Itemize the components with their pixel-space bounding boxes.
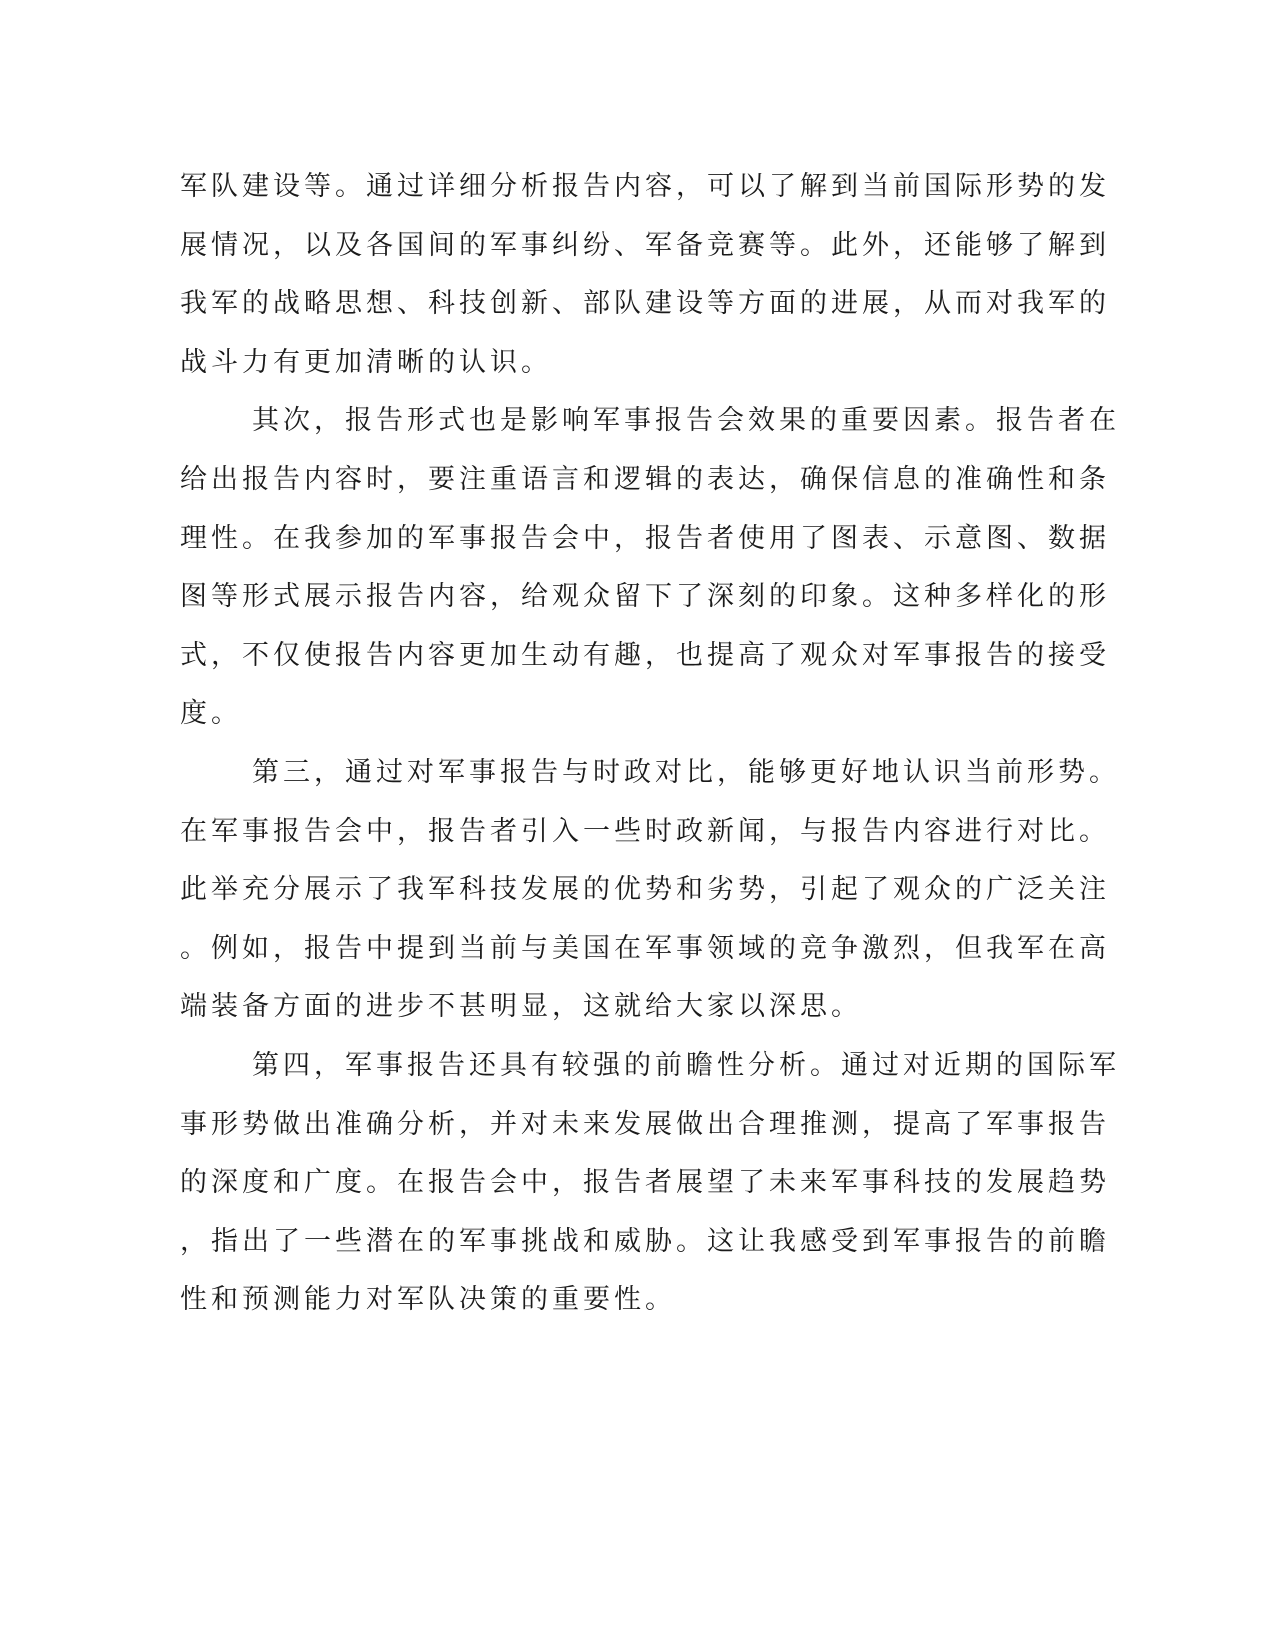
text-line: 其次，报告形式也是影响军事报告会效果的重要因素。报告者在 (252, 405, 1120, 437)
text-line: 图等形式展示报告内容，给观众留下了深刻的印象。这种多样化的形 (180, 581, 1110, 613)
text-line: 的深度和广度。在报告会中，报告者展望了未来军事科技的发展趋势 (180, 1167, 1110, 1199)
paragraph-1 (180, 158, 1110, 392)
document-body (180, 158, 1120, 1330)
text-line: 度。 (180, 698, 242, 730)
text-line: 事形势做出准确分析，并对未来发展做出合理推测，提高了军事报告 (180, 1108, 1110, 1140)
paragraph-3 (180, 744, 1120, 1037)
text-line: 给出报告内容时，要注重语言和逻辑的表达，确保信息的准确性和条 (180, 463, 1110, 495)
text-line: 。例如，报告中提到当前与美国在军事领域的竞争激烈，但我军在高 (180, 932, 1110, 964)
text-line: 我军的战略思想、科技创新、部队建设等方面的进展，从而对我军的 (180, 288, 1110, 320)
text-line: 军队建设等。通过详细分析报告内容，可以了解到当前国际形势的发 (180, 171, 1110, 202)
text-line: 第三，通过对军事报告与时政对比，能够更好地认识当前形势。 (252, 756, 1120, 788)
text-line: 端装备方面的进步不甚明显，这就给大家以深思。 (180, 991, 862, 1023)
text-line: ，指出了一些潜在的军事挑战和威胁。这让我感受到军事报告的前瞻 (180, 1225, 1110, 1257)
text-line: 性和预测能力对军队决策的重要性。 (180, 1284, 676, 1316)
text-line: 在军事报告会中，报告者引入一些时政新闻，与报告内容进行对比。 (180, 815, 1110, 847)
paragraph-2 (180, 392, 1120, 744)
text-line: 理性。在我参加的军事报告会中，报告者使用了图表、示意图、数据 (180, 522, 1110, 554)
paragraph-4 (180, 1037, 1120, 1330)
text-line: 此举充分展示了我军科技发展的优势和劣势，引起了观众的广泛关注 (180, 874, 1110, 906)
text-line: 战斗力有更加清晰的认识。 (180, 346, 552, 378)
text-line: 第四，军事报告还具有较强的前瞻性分析。通过对近期的国际军 (252, 1049, 1120, 1081)
text-line: 展情况，以及各国间的军事纠纷、军备竞赛等。此外，还能够了解到 (180, 229, 1110, 261)
text-line: 式，不仅使报告内容更加生动有趣，也提高了观众对军事报告的接受 (180, 639, 1110, 671)
